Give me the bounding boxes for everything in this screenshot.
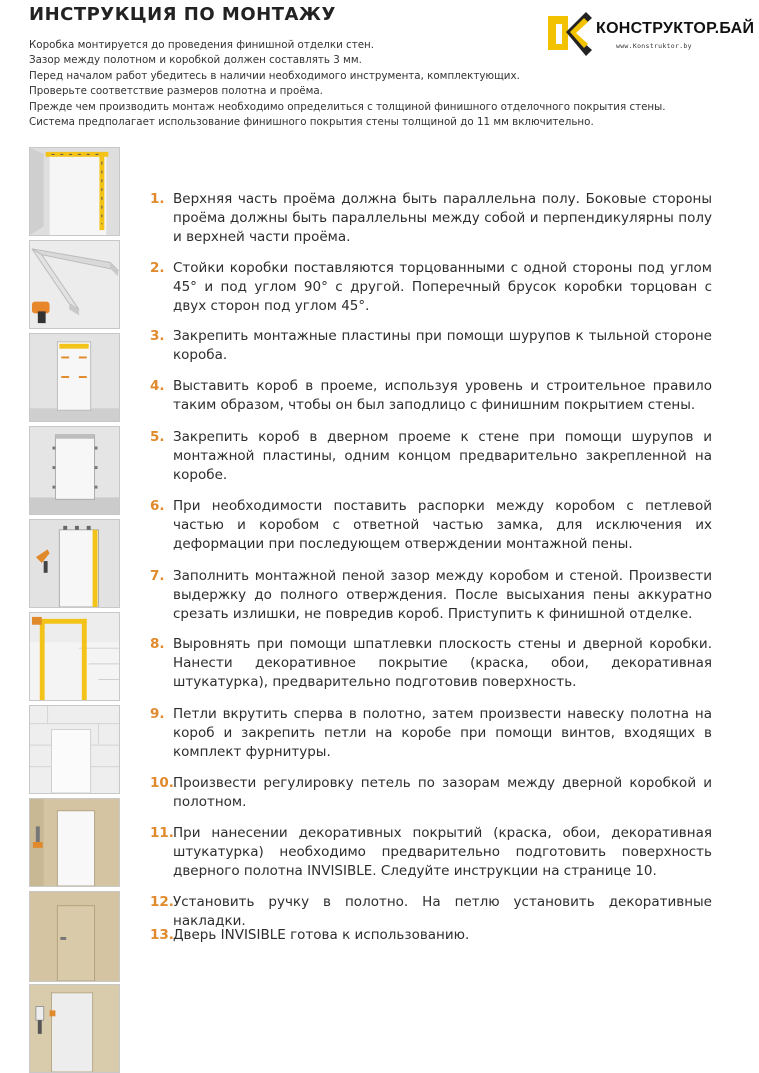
step-text: Выровнять при помощи шпатлевки плоскость стены и дверной коробки. Нанести декоративное покрытие (краска, обои, декоративная штукатурка), предварительно подготовив поверхность.: [173, 636, 712, 690]
step-text: Выставить короб в проеме, используя уровень и строительное правило таким образом, чтобы он был заподлицо с финишним покрытием стены.: [173, 378, 712, 413]
illustration-step-12: [29, 891, 120, 982]
step-number: 6.: [150, 498, 165, 514]
step-number: 8.: [150, 636, 165, 652]
step-text: При необходимости поставить распорки между коробом с петлевой частью и коробом с ответной частью замка, для исключения их деформации при последующем отверждении монтажной пены.: [173, 498, 712, 552]
step-text: Стойки коробки поставляются торцованными с одной стороны под углом 45° и под углом 90° с другой. Поперечный брусок коробки торцован с двух сторон под углом 45°.: [173, 260, 712, 314]
brand-logo: [546, 8, 755, 58]
step-number: 11.: [150, 825, 174, 841]
step-text: Дверь INVISIBLE готова к использованию.: [173, 927, 470, 943]
page-title: ИНСТРУКЦИЯ ПО МОНТАЖУ: [29, 4, 336, 25]
intro-line: Система предполагает использование финишного покрытия стены толщиной до 11 мм включительно.: [29, 116, 594, 129]
logo-url: www.Konstruktor.by: [616, 42, 692, 50]
intro-line: Перед началом работ убедитесь в наличии необходимого инструмента, комплектующих.: [29, 69, 520, 82]
step-number: 10.: [150, 775, 174, 791]
step-number: 4.: [150, 378, 165, 394]
illustration-step-7: [29, 705, 120, 794]
illustration-step-4: [29, 426, 120, 515]
step-text: Закрепить монтажные пластины при помощи шурупов к тыльной стороне короба.: [173, 328, 712, 363]
step-number: 3.: [150, 328, 165, 344]
illustration-step-5: [29, 519, 120, 608]
step-number: 2.: [150, 260, 165, 276]
step-number: 12.: [150, 894, 174, 910]
step-text: Произвести регулировку петель по зазорам между дверной коробкой и полотном.: [173, 775, 712, 810]
illustration-step-10: [29, 984, 120, 1073]
intro-line: Проверьте соответствие размеров полотна и проёма.: [29, 85, 323, 98]
intro-line: Прежде чем производить монтаж необходимо определиться с толщиной финишного отделочного покрытия стены.: [29, 100, 666, 113]
step-number: 13.: [150, 927, 174, 943]
step-number: 7.: [150, 568, 165, 584]
step-text: Петли вкрутить сперва в полотно, затем произвести навеску полотна на короб и закрепить петли на коробе при помощи винтов, входящих в комплект фурнитуры.: [173, 706, 712, 760]
step-text: Заполнить монтажной пеной зазор между коробом и стеной. Произвести выдержку до полного отверждения. После высыхания пены аккуратно срезать излишки, не повредив короб. Приступить к финишной отделке.: [173, 568, 712, 622]
step-text: Верхняя часть проёма должна быть параллельна полу. Боковые стороны проёма должны быть параллельны между собой и перпендикулярны полу и верхней части проёма.: [173, 191, 712, 245]
illustration-step-2: [29, 240, 120, 329]
step-number: 5.: [150, 429, 165, 445]
illustration-step-3: [29, 333, 120, 422]
logo-name: КОНСТРУКТОР.БАЙ: [596, 20, 755, 37]
illustration-step-1: [29, 147, 120, 236]
step-text: При нанесении декоративных покрытий (краска, обои, декоративная штукатурка) необходимо предварительно подготовить поверхность дверного полотна INVISIBLE. Следуйте инструкции на странице 10.: [173, 825, 712, 879]
step-text: Закрепить короб в дверном проеме к стене при помощи шурупов и монтажной пластины, одним концом предварительно закрепленной на коробе.: [173, 429, 712, 483]
intro-line: Зазор между полотном и коробкой должен составлять 3 мм.: [29, 54, 362, 67]
step-number: 1.: [150, 191, 165, 207]
illustration-step-6: [29, 612, 120, 701]
logo-mark-icon: [546, 10, 594, 56]
intro-line: Коробка монтируется до проведения финишной отделки стен.: [29, 39, 375, 51]
step-number: 9.: [150, 706, 165, 722]
illustration-step-8: [29, 798, 120, 887]
step-text: Установить ручку в полотно. На петлю установить декоративные накладки.: [173, 894, 712, 929]
